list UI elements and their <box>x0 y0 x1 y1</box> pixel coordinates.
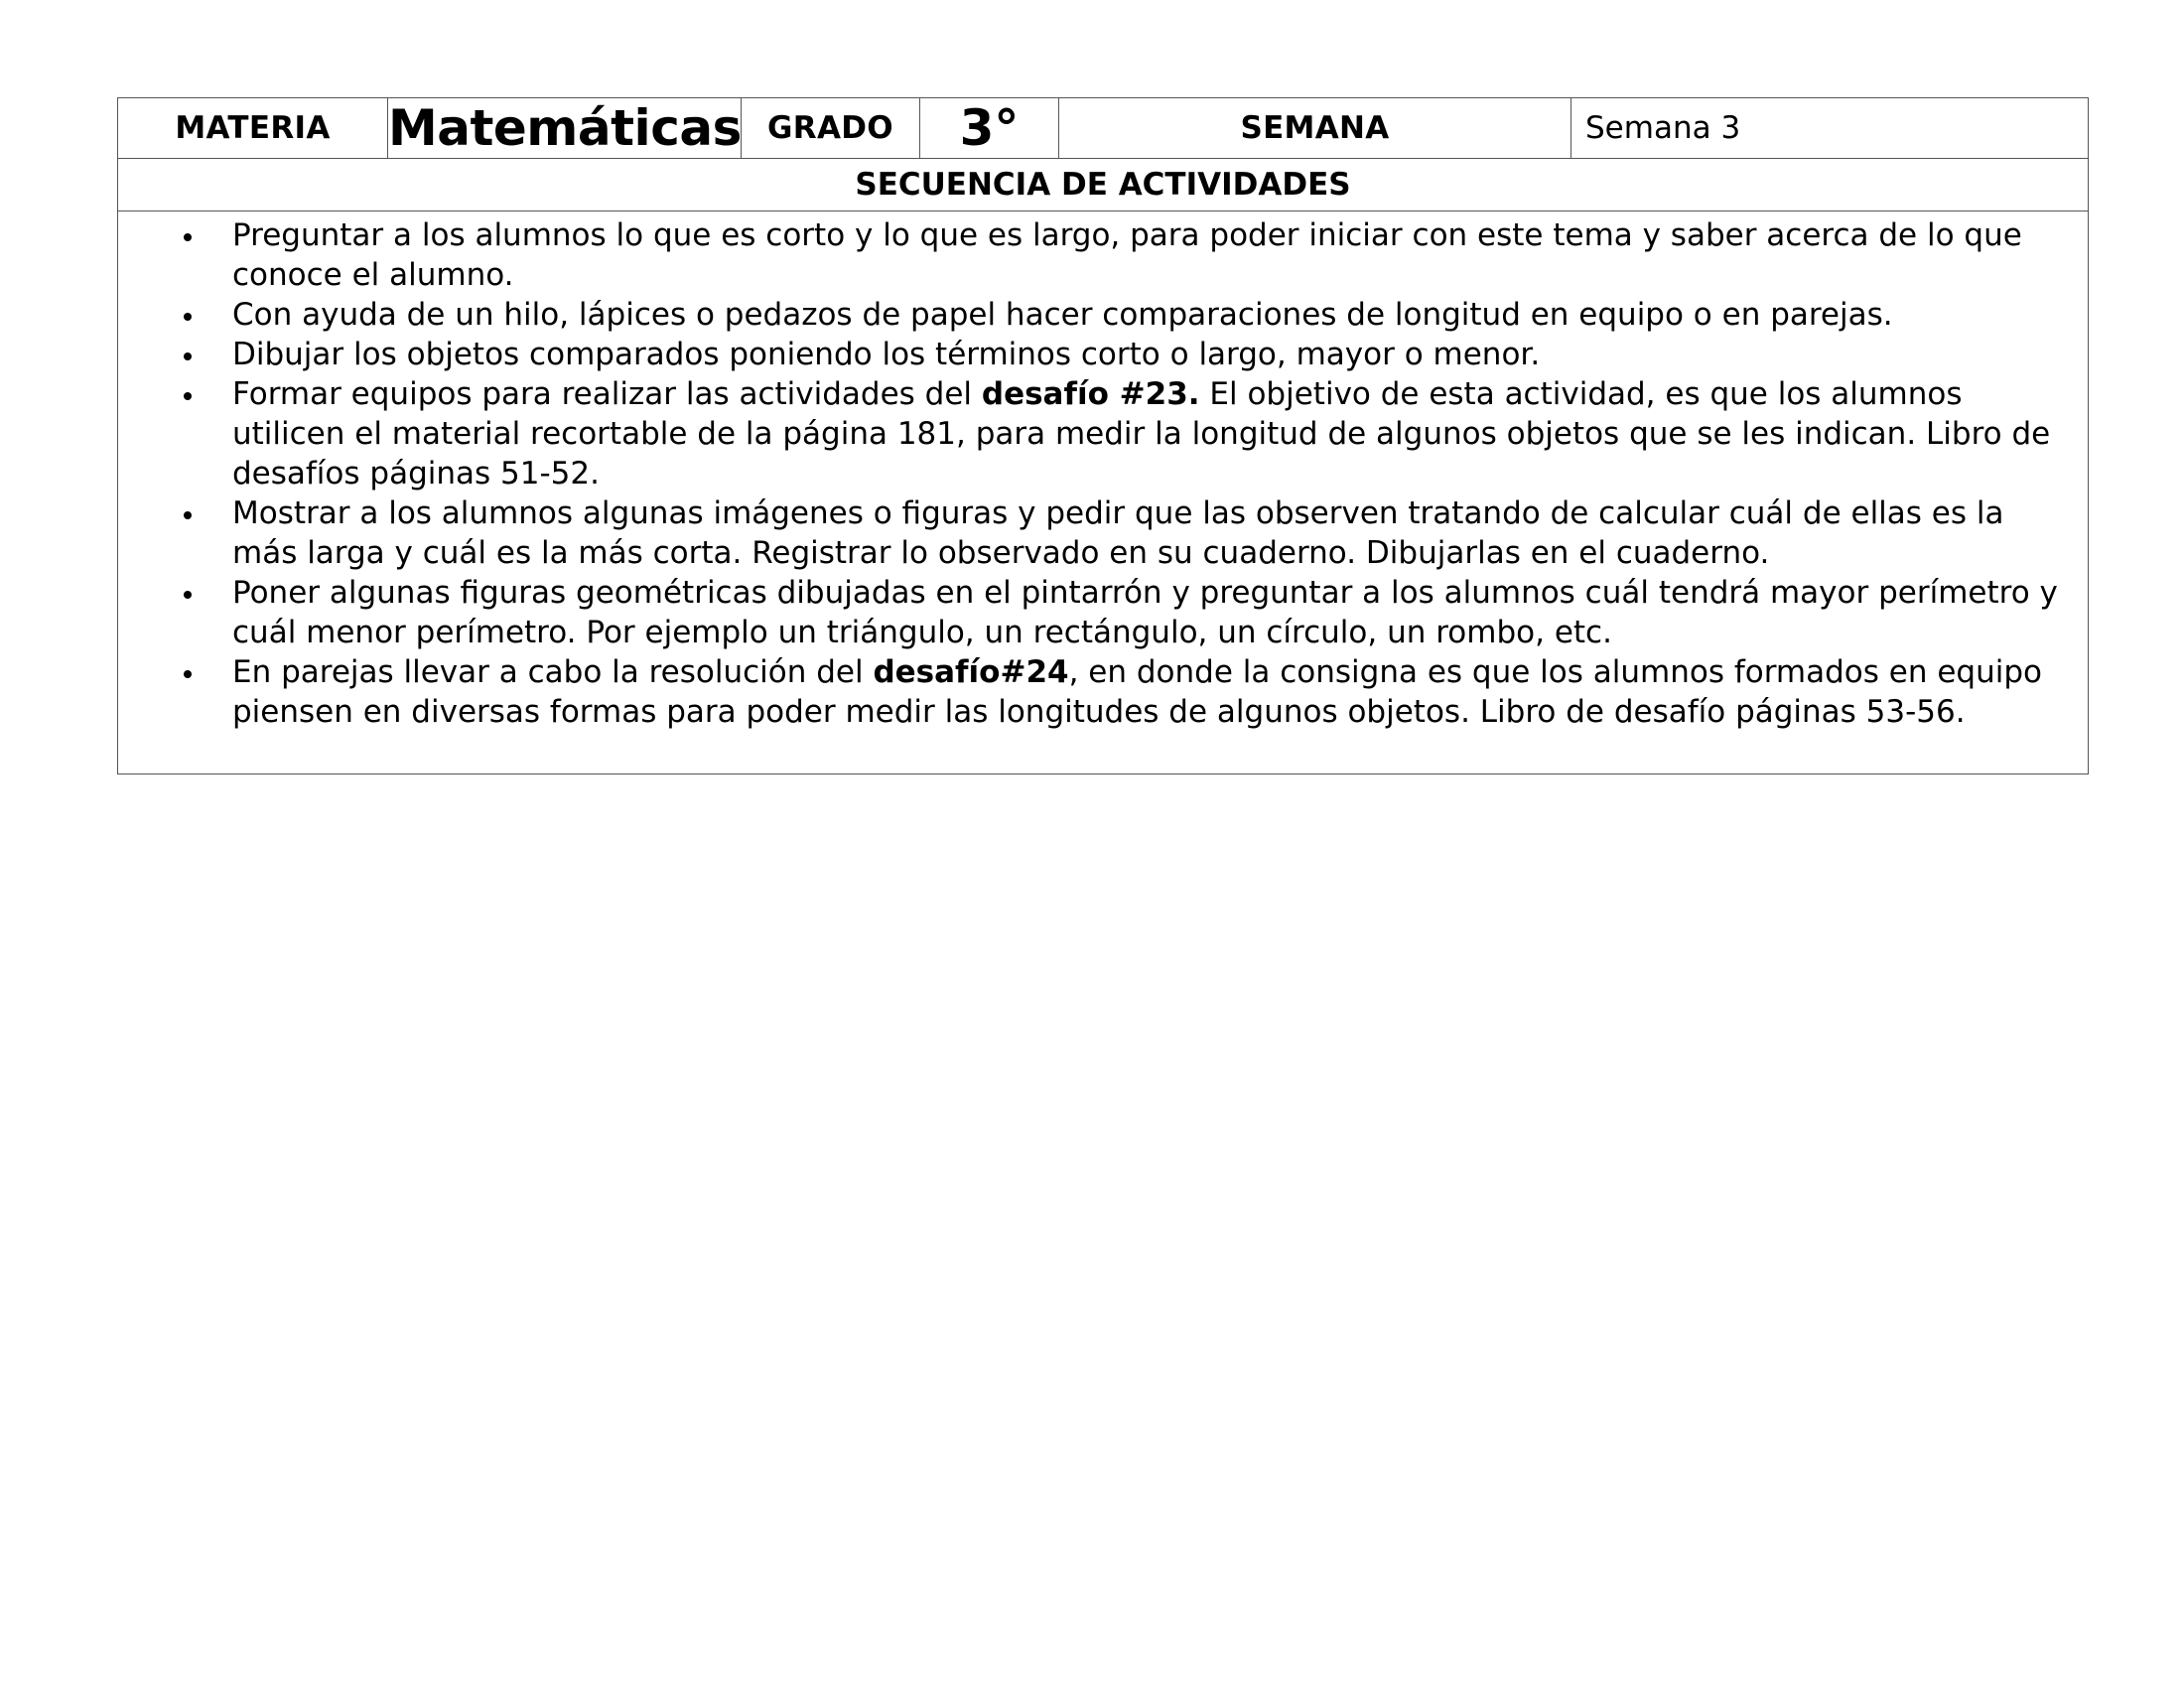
lesson-plan-table <box>117 97 2089 774</box>
header-row <box>118 98 2089 159</box>
activity-text-continued: El objetivo de esta actividad, es que los alumnos utilicen el material recortable de la página 181, para medir la longitud de algunos objetos que se les indican. Libro de desafíos páginas 51-52. <box>232 376 2051 492</box>
bullet-icon <box>184 670 192 678</box>
activity-item <box>118 215 2088 295</box>
grado-value: 3° <box>920 98 1059 159</box>
activity-text: Dibujar los objetos comparados poniendo los términos corto o largo, mayor o menor. <box>232 337 1541 372</box>
bullet-icon <box>184 591 192 599</box>
activity-item <box>118 295 2088 335</box>
activity-item <box>118 493 2088 573</box>
activity-item <box>118 652 2088 732</box>
bullet-icon <box>184 313 192 321</box>
activity-list <box>118 215 2088 732</box>
semana-value: Semana 3 <box>1571 98 2089 159</box>
semana-label: SEMANA <box>1059 98 1571 159</box>
activity-item <box>118 335 2088 374</box>
activity-text: En parejas llevar a cabo la resolución del <box>232 654 874 690</box>
activity-text: Mostrar a los alumnos algunas imágenes o figuras y pedir que las observen tratando de calcular cuál de ellas es la más larga y cuál es la más corta. Registrar lo observado en su cuaderno. Dibujarlas en el cuaderno. <box>232 495 2004 571</box>
activity-item <box>118 573 2088 652</box>
bullet-icon <box>184 511 192 519</box>
activities-cell <box>118 211 2089 774</box>
activity-emphasis: desafío#24 <box>873 654 1069 690</box>
activities-row <box>118 211 2089 774</box>
activity-item <box>118 374 2088 493</box>
section-title-row <box>118 159 2089 211</box>
activity-text-continued: , en donde la consigna es que los alumnos formados en equipo piensen en diversas formas para poder medir las longitudes de algunos objetos. Libro de desafío páginas 53-56. <box>232 654 2042 730</box>
grado-label: GRADO <box>742 98 920 159</box>
bullet-icon <box>184 392 192 400</box>
bullet-icon <box>184 352 192 360</box>
activity-text: Formar equipos para realizar las actividades del <box>232 376 982 412</box>
materia-label: MATERIA <box>118 98 388 159</box>
activity-emphasis: desafío #23. <box>981 376 1200 412</box>
activity-text: Poner algunas figuras geométricas dibujadas en el pintarrón y preguntar a los alumnos cuál tendrá mayor perímetro y cuál menor perímetro. Por ejemplo un triángulo, un rectángulo, un círculo, un rombo, etc. <box>232 575 2058 650</box>
bullet-icon <box>184 233 192 241</box>
materia-value: Matemáticas <box>388 99 742 157</box>
activity-text: Con ayuda de un hilo, lápices o pedazos de papel hacer comparaciones de longitud en equipo o en parejas. <box>232 297 1893 333</box>
activity-text: Preguntar a los alumnos lo que es corto y lo que es largo, para poder iniciar con este tema y saber acerca de lo que conoce el alumno. <box>232 217 2022 293</box>
section-title: SECUENCIA DE ACTIVIDADES <box>118 159 2089 211</box>
